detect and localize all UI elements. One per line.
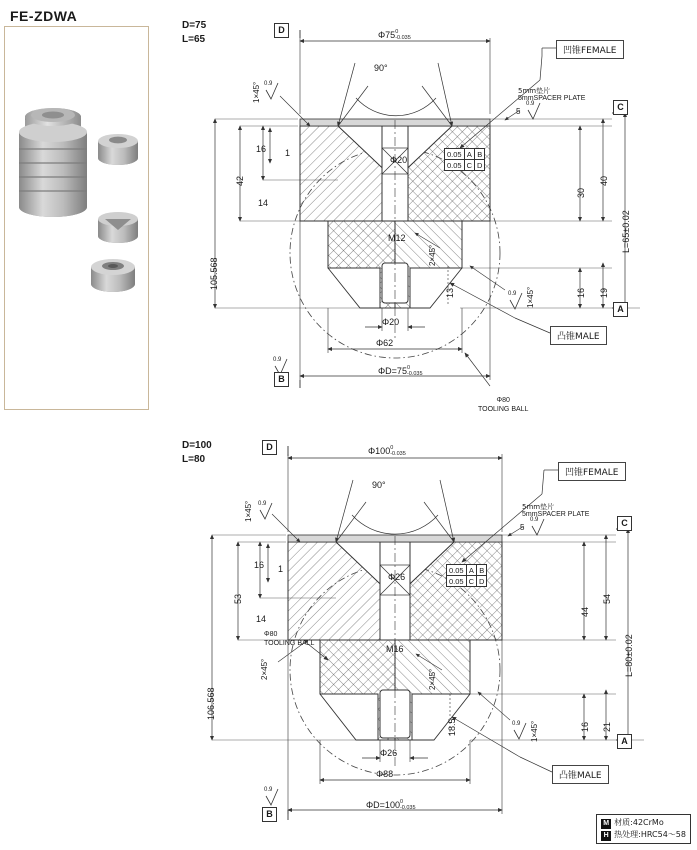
roughness-bottom-1: 0.9 bbox=[258, 501, 267, 507]
spacer-5-top: 5 bbox=[516, 107, 521, 116]
hardness-row bbox=[601, 829, 686, 841]
spec-d-top: D=75 bbox=[182, 20, 207, 31]
chamfer-b-top: 1×45° bbox=[526, 286, 535, 308]
spacer-label-cn: 5mm垫片 bbox=[518, 87, 551, 95]
dim-bore-lower-2: Φ26 bbox=[380, 748, 398, 758]
dim-left-14-2: 14 bbox=[256, 614, 267, 624]
spacer-5-bottom: 5 bbox=[520, 523, 525, 532]
dim-right-L-2: L=80±0.02 bbox=[624, 634, 634, 677]
dim-left-14: 14 bbox=[258, 198, 269, 208]
dim-left-53: 53 bbox=[233, 593, 243, 604]
datum-d-top: D bbox=[274, 23, 289, 38]
chamfer-b-bottom: 1×45° bbox=[530, 720, 539, 742]
chamfer-a-top: 1×45° bbox=[252, 81, 261, 103]
table-row: 0.05 A B bbox=[447, 565, 487, 576]
table-row: 0.05 C D bbox=[447, 576, 487, 587]
spacer-label-en-2: 5mmSPACER PLATE bbox=[522, 511, 590, 518]
hardness-chip: H bbox=[601, 831, 611, 841]
datum-b-top: B bbox=[274, 372, 289, 387]
dim-right-44: 44 bbox=[580, 606, 590, 617]
datum-c-bottom: C bbox=[617, 516, 632, 531]
spec-l-top: L=65 bbox=[182, 34, 206, 45]
dim-left-16-2: 16 bbox=[254, 560, 265, 570]
dim-left-1-2: 1 bbox=[278, 564, 284, 574]
dim-left-42: 42 bbox=[235, 175, 245, 186]
datum-d-bottom: D bbox=[262, 440, 277, 455]
callout-male-top: 凸锥MALE bbox=[550, 326, 607, 345]
dim-top-diameter: Φ75 0 -0.035 bbox=[378, 29, 411, 41]
callout-male-bottom: 凸锥MALE bbox=[552, 765, 609, 784]
dim-right-54: 54 bbox=[602, 593, 612, 604]
dim-right-L: L=65±0.02 bbox=[621, 210, 631, 253]
datum-c-top: C bbox=[613, 100, 628, 115]
dim-pcd-88: Φ88 bbox=[376, 769, 394, 779]
drawing-canvas-bottom bbox=[160, 432, 693, 847]
callout-female-bottom: 凹锥FEMALE bbox=[558, 462, 626, 481]
chamfer-c-bottom: 2×45° bbox=[260, 658, 269, 680]
tolerance-frame-bottom bbox=[446, 564, 487, 587]
roughness-top-3: 0.9 bbox=[526, 101, 535, 107]
roughness-bottom-4: 0.9 bbox=[512, 721, 521, 727]
chamfer-a-bottom: 1×45° bbox=[244, 500, 253, 522]
roughness-top-4: 0.9 bbox=[508, 291, 517, 297]
material-chip: M bbox=[601, 819, 611, 829]
roughness-top-2: 0.9 bbox=[273, 357, 282, 363]
dim-right-16-2: 16 bbox=[580, 721, 590, 732]
chamfer-d-bottom: 2×45° bbox=[428, 668, 437, 690]
roughness-top-1: 0.9 bbox=[264, 81, 273, 87]
dim-bore-upper-2: Φ26 bbox=[388, 572, 406, 582]
roughness-bottom-3: 0.9 bbox=[530, 517, 539, 523]
dim-right-19: 19 bbox=[599, 287, 609, 298]
page-title: FE-ZDWA bbox=[10, 8, 78, 24]
spec-d-bottom: D=100 bbox=[182, 440, 212, 451]
angle-90-top: 90° bbox=[374, 63, 388, 73]
angle-90-bottom: 90° bbox=[372, 480, 386, 490]
datum-a-top: A bbox=[613, 302, 628, 317]
view-top bbox=[160, 8, 693, 423]
hardness-text: 热处理:HRC54～58 bbox=[614, 830, 686, 839]
tooling-ball-label-top: Φ80 TOOLING BALL bbox=[478, 397, 529, 413]
table-row: 0.05 C D bbox=[445, 160, 485, 171]
dim-left-16: 16 bbox=[256, 144, 267, 154]
thread-label-m12: M12 bbox=[388, 233, 406, 243]
chamfer-c-top: 2×45° bbox=[428, 244, 437, 266]
dim-bottom-diameter-2: ΦD=100 0 -0.035 bbox=[366, 799, 416, 811]
dim-right-30: 30 bbox=[576, 187, 586, 198]
datum-a-bottom: A bbox=[617, 734, 632, 749]
callout-female-top: 凹锥FEMALE bbox=[556, 40, 624, 59]
drawing-canvas-top bbox=[160, 8, 693, 423]
material-row bbox=[601, 817, 686, 829]
dim-left-total: 105.568 bbox=[209, 257, 219, 290]
dim-pcd-62: Φ62 bbox=[376, 338, 394, 348]
thread-label-m16: M16 bbox=[386, 644, 404, 654]
material-info-box bbox=[596, 814, 691, 844]
tolerance-frame-top bbox=[444, 148, 485, 171]
tooling-ball-label-bottom: Φ80 TOOLING BALL bbox=[264, 631, 315, 647]
dim-bore-lower: Φ20 bbox=[382, 317, 400, 327]
dim-top-diameter-2: Φ100 0 -0.035 bbox=[368, 445, 406, 457]
table-row: 0.05 A B bbox=[445, 149, 485, 160]
dim-right-16: 16 bbox=[576, 287, 586, 298]
dim-left-1: 1 bbox=[285, 148, 291, 158]
dim-right-40: 40 bbox=[599, 175, 609, 186]
product-photo bbox=[5, 27, 146, 407]
dim-bore-upper: Φ20 bbox=[390, 155, 408, 165]
product-photo-panel bbox=[4, 26, 149, 410]
material-text: 材质:42CrMo bbox=[614, 818, 664, 827]
spec-l-bottom: L=80 bbox=[182, 454, 206, 465]
dim-left-total-2: 106.568 bbox=[206, 687, 216, 720]
spacer-label-en: 5mmSPACER PLATE bbox=[518, 95, 586, 102]
dim-right-21: 21 bbox=[602, 721, 612, 732]
dim-bottom-diameter: ΦD=75 0 -0.035 bbox=[378, 365, 423, 377]
dim-13: 13 bbox=[445, 287, 455, 298]
dim-18-5: 18.5 bbox=[447, 718, 457, 736]
roughness-bottom-2: 0.9 bbox=[264, 787, 273, 793]
spacer-label-cn-2: 5mm垫片 bbox=[522, 503, 555, 511]
view-bottom bbox=[160, 432, 693, 847]
datum-b-bottom: B bbox=[262, 807, 277, 822]
